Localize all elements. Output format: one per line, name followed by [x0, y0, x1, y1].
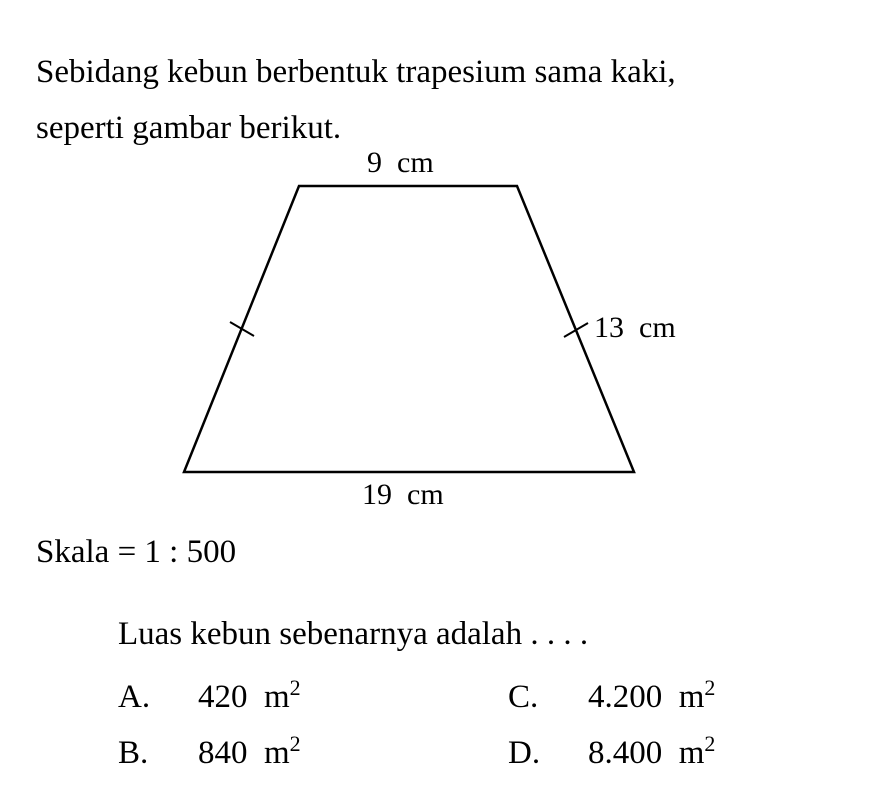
option-letter: D.	[508, 735, 541, 771]
trapezoid-shape	[184, 186, 634, 472]
option-a	[118, 666, 301, 719]
scale-text: Skala = 1 : 500	[36, 534, 237, 570]
top-side-label: 9 cm	[367, 146, 434, 179]
option-value: 420 $m^2$	[198, 675, 301, 715]
tick-mark-left	[230, 322, 254, 336]
question-line-1: Sebidang kebun berbentuk trapesium sama kaki,	[36, 54, 676, 90]
option-value: 4.200 $m^2$	[588, 675, 716, 715]
tick-mark-right	[564, 323, 588, 337]
option-b	[118, 722, 301, 775]
option-letter: C.	[508, 679, 539, 715]
question-line-2: seperti gambar berikut.	[36, 110, 342, 146]
option-c	[508, 666, 715, 719]
leg-side-label: 13 cm	[594, 311, 676, 344]
bottom-side-label: 19 cm	[362, 478, 444, 511]
option-value: 8.400 $m^2$	[588, 731, 716, 771]
option-value: 840 $m^2$	[198, 731, 301, 771]
option-d	[508, 722, 715, 775]
option-letter: B.	[118, 735, 149, 771]
question-prompt: Luas kebun sebenarnya adalah . . . .	[118, 616, 589, 652]
option-letter: A.	[118, 679, 151, 715]
